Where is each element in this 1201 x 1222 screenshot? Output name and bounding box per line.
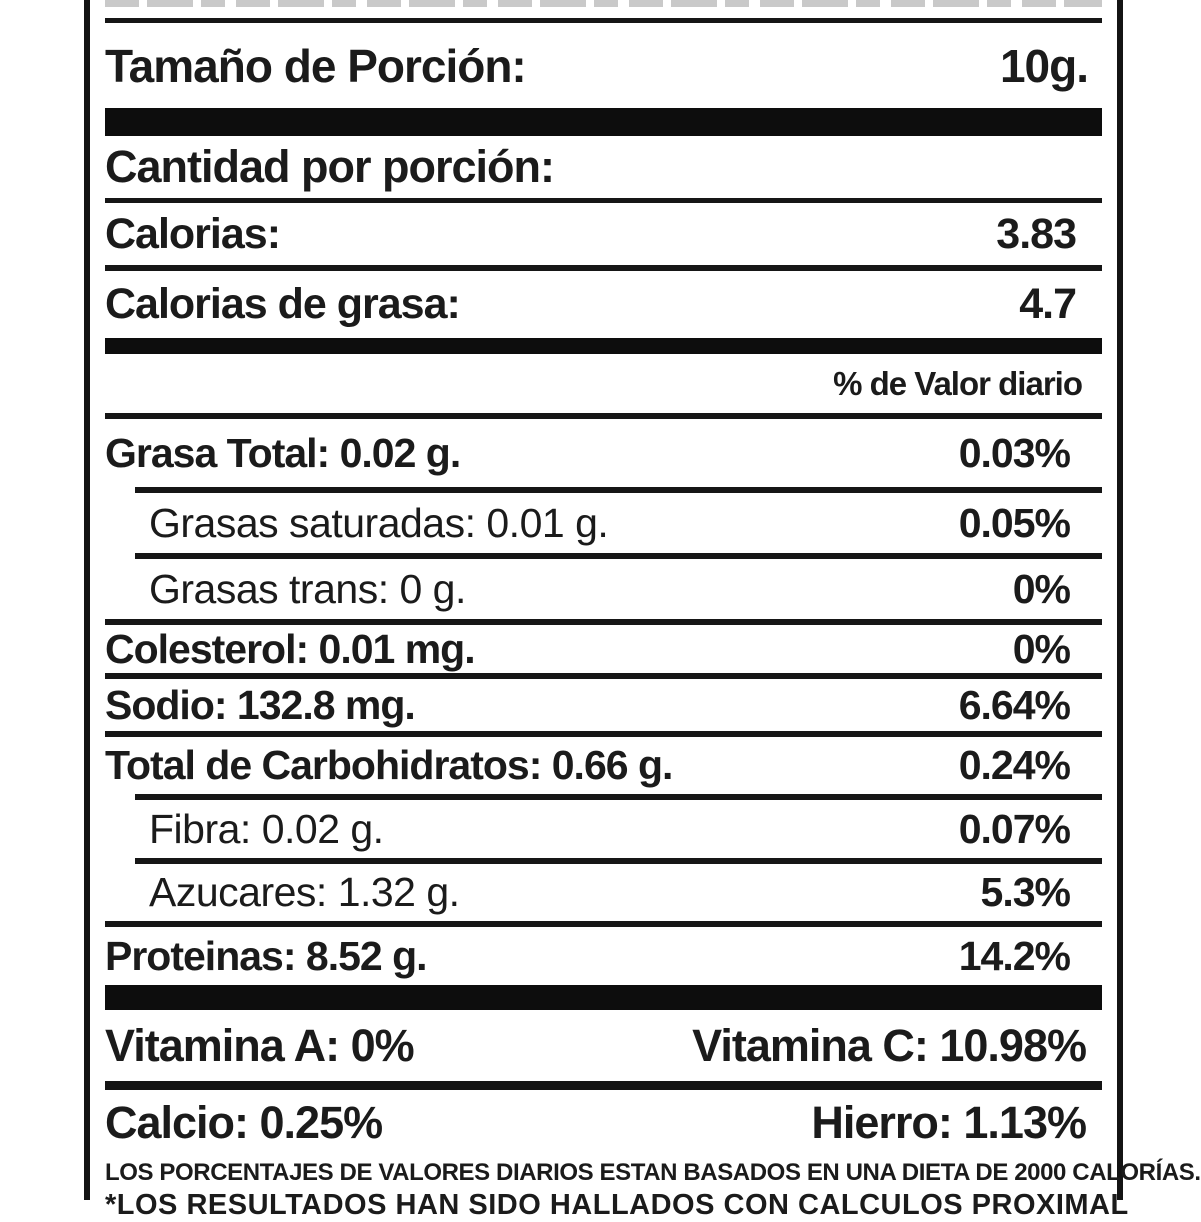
nutrient-dv: 0.05%: [958, 499, 1070, 546]
vitamin-a-value: Vitamina A: 0%: [105, 1019, 414, 1071]
nutrient-row-sugars: [105, 864, 1102, 921]
nutrient-label: Sodio: 132.8 mg.: [105, 681, 415, 728]
vitamin-c-value: Vitamina C: 10.98%: [692, 1019, 1086, 1071]
nutrient-row-trans-fat: [105, 559, 1102, 619]
section-bar: [105, 985, 1102, 1010]
section-bar: [105, 338, 1102, 354]
nutrient-label: Azucares: 1.32 g.: [149, 869, 460, 915]
serving-size-row: [105, 23, 1102, 108]
nutrient-label: Fibra: 0.02 g.: [149, 805, 384, 852]
nutrient-dv: 0.24%: [958, 742, 1070, 788]
calories-value: 3.83: [996, 209, 1076, 258]
clipped-title-fragment: [105, 0, 1102, 7]
nutrient-row-cholesterol: [105, 625, 1102, 673]
serving-size-value: 10g.: [999, 39, 1088, 92]
nutrient-row-protein: [105, 927, 1102, 985]
nutrient-label: Colesterol: 0.01 mg.: [105, 625, 475, 672]
nutrient-row-carbohydrates: [105, 737, 1102, 794]
calcium-value: Calcio: 0.25%: [105, 1096, 383, 1148]
nutrient-dv: 5.3%: [980, 869, 1070, 915]
fat-calories-row: [105, 271, 1102, 338]
nutrient-dv: 0%: [1012, 625, 1070, 672]
amount-per-serving-label: Cantidad por porción:: [105, 141, 554, 192]
nutrition-label: [84, 0, 1201, 1221]
nutrient-dv: 0.07%: [958, 805, 1070, 852]
nutrient-dv: 0%: [1012, 565, 1070, 612]
nutrient-label: Grasas trans: 0 g.: [149, 565, 466, 612]
nutrient-dv: 14.2%: [958, 932, 1070, 979]
footnote-results-clipped: *LOS RESULTADOS HAN SIDO HALLADOS CON CALCULOS PROXIMAL: [105, 1189, 1129, 1221]
serving-size-label: Tamaño de Porción:: [105, 39, 526, 92]
vitamin-row-1: [105, 1010, 1102, 1081]
nutrient-row-fiber: [105, 800, 1102, 858]
iron-value: Hierro: 1.13%: [811, 1096, 1086, 1148]
nutrient-row-saturated-fat: [105, 493, 1102, 553]
calories-label: Calorias:: [105, 209, 281, 258]
daily-value-header-label: % de Valor diario: [833, 364, 1082, 402]
nutrient-label: Proteinas: 8.52 g.: [105, 932, 427, 979]
nutrient-dv: 0.03%: [958, 429, 1070, 476]
nutrient-row-total-fat: [105, 419, 1102, 487]
nutrient-label: Grasa Total: 0.02 g.: [105, 429, 461, 476]
fat-calories-value: 4.7: [1019, 280, 1076, 328]
spacer: [105, 7, 1102, 18]
divider-thick: [105, 1081, 1102, 1090]
nutrient-label: Grasas saturadas: 0.01 g.: [149, 499, 609, 546]
nutrient-row-sodium: [105, 679, 1102, 731]
section-bar: [105, 108, 1102, 136]
fat-calories-label: Calorias de grasa:: [105, 280, 460, 328]
vitamin-row-2: [105, 1090, 1102, 1155]
calories-row: [105, 203, 1102, 265]
footnote-daily-values: LOS PORCENTAJES DE VALORES DIARIOS ESTAN BASADOS EN UNA DIETA DE 2000 CALORÍAS.: [105, 1159, 1201, 1186]
amount-per-serving-row: [105, 136, 1102, 198]
nutrient-dv: 6.64%: [958, 681, 1070, 728]
nutrient-label: Total de Carbohidratos: 0.66 g.: [105, 742, 673, 788]
daily-value-header: [105, 354, 1102, 413]
